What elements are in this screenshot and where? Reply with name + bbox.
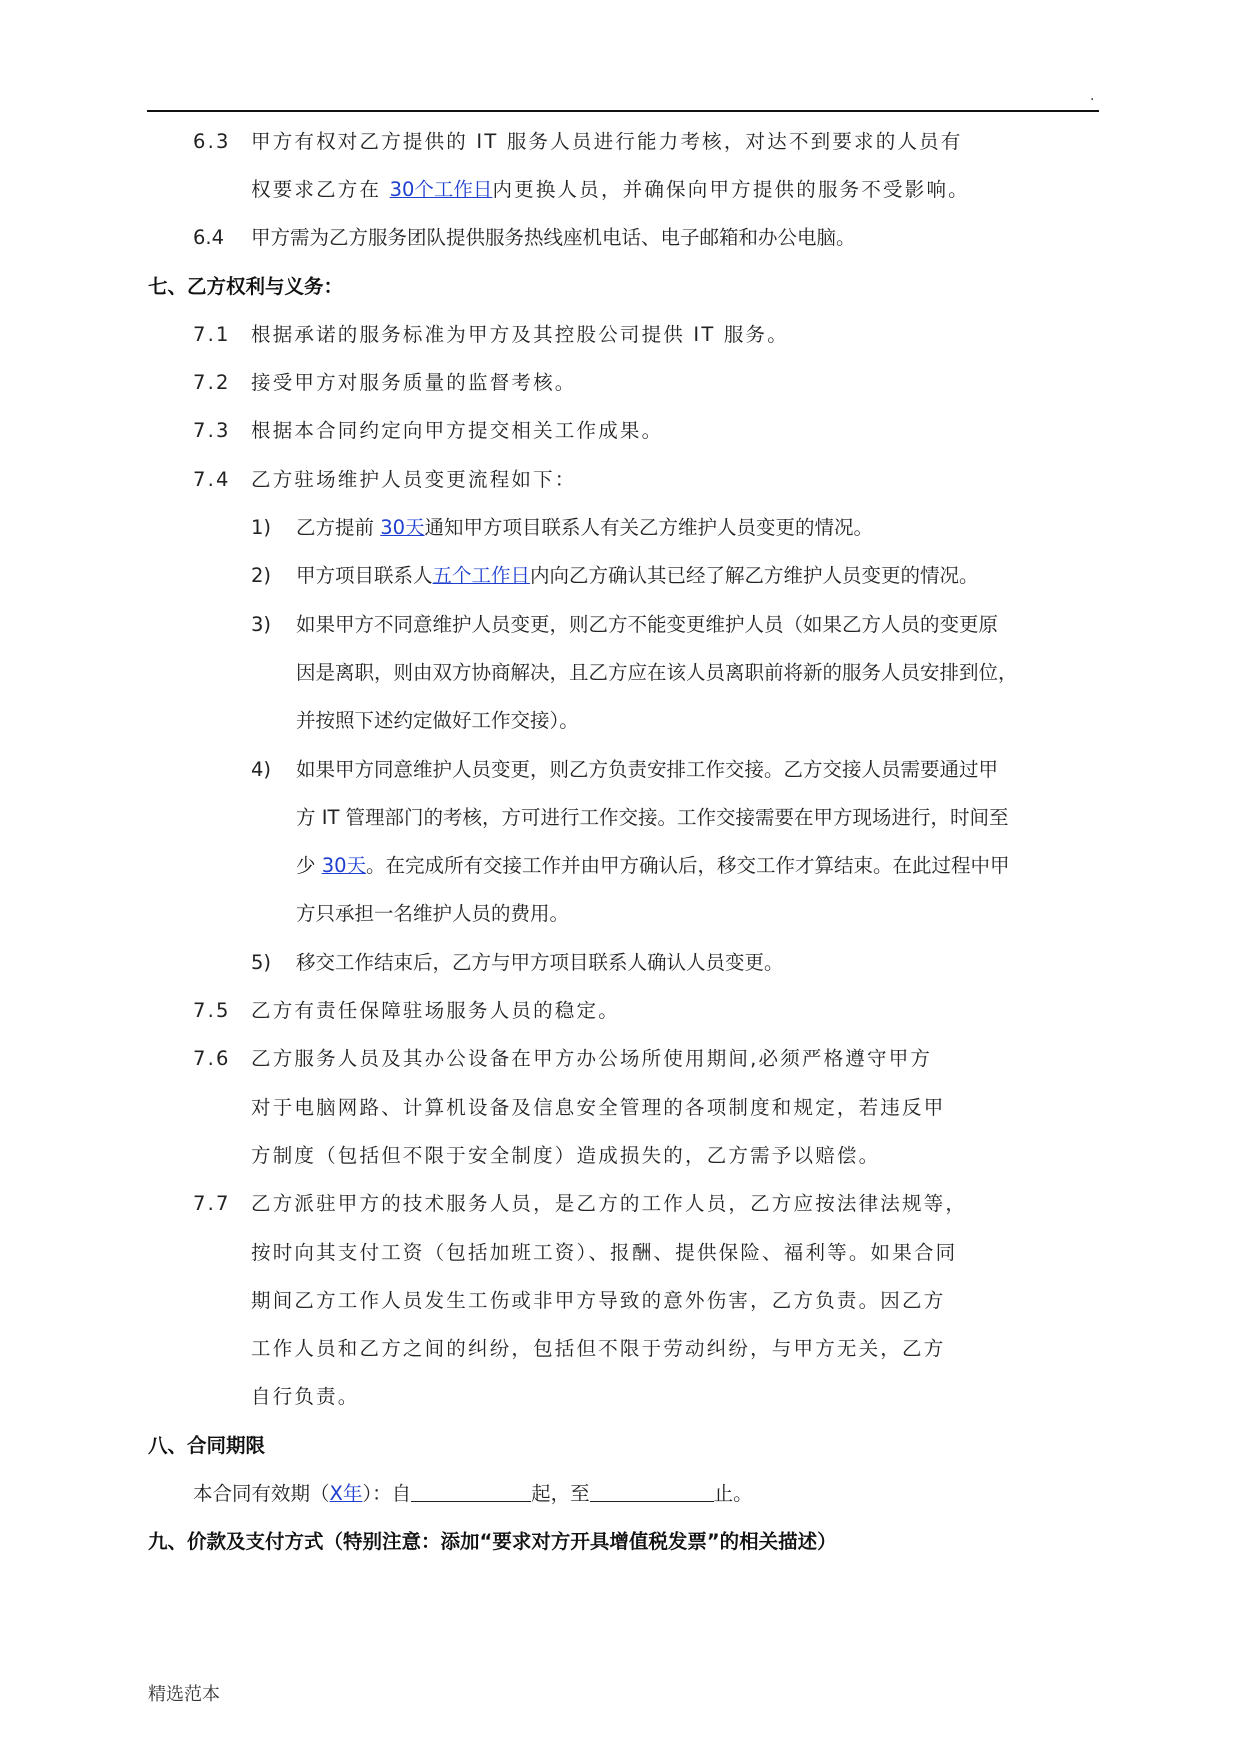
- clause-number: 7.2: [193, 371, 231, 394]
- clause-7-7-line-4: 工作人员和乙方之间的纠纷，包括但不限于劳动纠纷，与甲方无关，乙方: [251, 1337, 946, 1360]
- subitem-text: 乙方提前: [296, 516, 381, 539]
- subitem-5: [251, 948, 784, 978]
- header-mark: .: [1090, 88, 1095, 104]
- clause-number: 7.4: [193, 468, 231, 491]
- clause-7-6-line-1: [193, 1044, 932, 1074]
- subitem-number: 4): [251, 758, 272, 781]
- section-7-heading: 七、乙方权利与义务：: [148, 275, 344, 298]
- clause-6-3-line-2: [251, 175, 970, 205]
- contract-term-line: [193, 1479, 753, 1509]
- subitem-4-line-3: [296, 851, 1010, 881]
- term-text: 本合同有效期（: [193, 1482, 330, 1505]
- clause-text: 根据承诺的服务标准为甲方及其控股公司提供 IT 服务。: [251, 323, 789, 346]
- clause-text: 根据本合同约定向甲方提交相关工作成果。: [251, 419, 664, 442]
- clause-7-1: [193, 320, 789, 350]
- section-8-heading: 八、合同期限: [148, 1434, 266, 1457]
- clause-text: 内更换人员，并确保向甲方提供的服务不受影响。: [492, 178, 970, 201]
- clause-text: 甲方需为乙方服务团队提供服务热线座机电话、电子邮箱和办公电脑。: [251, 226, 856, 249]
- term-text: ）：自: [362, 1482, 412, 1505]
- subitem-text: 内向乙方确认其已经了解乙方维护人员变更的情况。: [530, 564, 979, 587]
- end-date-blank[interactable]: [590, 1481, 714, 1502]
- clause-7-7-line-3: 期间乙方工作人员发生工伤或非甲方导致的意外伤害，乙方负责。因乙方: [251, 1289, 946, 1312]
- clause-7-2: [193, 368, 577, 398]
- subitem-4-line-4: 方只承担一名维护人员的费用。: [296, 902, 570, 925]
- subitem-1: [251, 513, 873, 543]
- subitem-text: 少: [296, 854, 322, 877]
- clause-7-7-line-2: 按时向其支付工资（包括加班工资）、报酬、提供保险、福利等。如果合同: [251, 1241, 958, 1264]
- subitem-3-line-1: [251, 610, 998, 640]
- deadline-link-30-days-handover[interactable]: 30天: [321, 854, 367, 877]
- subitem-text: 。在完成所有交接工作并由甲方确认后，移交工作才算结束。在此过程中甲: [366, 854, 1010, 877]
- subitem-number: 3): [251, 613, 272, 636]
- clause-number: 7.1: [193, 323, 231, 346]
- subitem-text: 如果甲方不同意维护人员变更，则乙方不能变更维护人员（如果乙方人员的变更原: [296, 613, 999, 636]
- subitem-3-line-3: 并按照下述约定做好工作交接）。: [296, 709, 579, 732]
- subitem-text: 甲方项目联系人: [296, 564, 433, 587]
- subitem-4-line-1: [251, 755, 998, 785]
- clause-7-6-line-3: 方制度（包括但不限于安全制度）造成损失的，乙方需予以赔偿。: [251, 1144, 881, 1167]
- clause-text: 权要求乙方在: [251, 178, 390, 201]
- clause-number: 6.4: [193, 226, 225, 249]
- header-rule: [147, 110, 1099, 112]
- deadline-link-30-days[interactable]: 30天: [380, 516, 425, 539]
- clause-7-5: [193, 996, 620, 1026]
- clause-number: 7.6: [193, 1047, 231, 1070]
- clause-number: 7.5: [193, 999, 231, 1022]
- subitem-4-line-2: 方 IT 管理部门的考核，方可进行工作交接。工作交接需要在甲方现场进行，时间至: [296, 806, 1009, 829]
- subitem-number: 2): [251, 564, 272, 587]
- term-text: 起，至: [531, 1482, 590, 1505]
- clause-text: 乙方服务人员及其办公设备在甲方办公场所使用期间,必须严格遵守甲方: [251, 1047, 933, 1070]
- clause-number: 7.7: [193, 1192, 231, 1215]
- clause-7-4: [193, 465, 577, 495]
- clause-number: 6.3: [193, 130, 231, 153]
- clause-text: 乙方有责任保障驻场服务人员的稳定。: [251, 999, 620, 1022]
- start-date-blank[interactable]: [411, 1481, 531, 1502]
- subitem-number: 1): [251, 516, 272, 539]
- clause-7-6-line-2: 对于电脑网路、计算机设备及信息安全管理的各项制度和规定，若违反甲: [251, 1096, 946, 1119]
- subitem-text: 通知甲方项目联系人有关乙方维护人员变更的情况。: [424, 516, 874, 539]
- term-text: 止。: [713, 1482, 753, 1505]
- clause-6-3-line-1: [193, 127, 963, 157]
- deadline-link-30-workdays[interactable]: 30个工作日: [389, 178, 493, 201]
- clause-number: 7.3: [193, 419, 231, 442]
- subitem-3-line-2: 因是离职，则由双方协商解决，且乙方应在该人员离职前将新的服务人员安排到位，: [296, 661, 1018, 684]
- clause-text: 甲方有权对乙方提供的 IT 服务人员进行能力考核，对达不到要求的人员有: [251, 130, 963, 153]
- subitem-text: 如果甲方同意维护人员变更，则乙方负责安排工作交接。乙方交接人员需要通过甲: [296, 758, 999, 781]
- clause-7-7-line-1: [193, 1189, 967, 1219]
- section-9-heading: 九、价款及支付方式（特别注意：添加“要求对方开具增值税发票”的相关描述）: [148, 1530, 837, 1553]
- term-years-link[interactable]: X年: [329, 1482, 363, 1505]
- clause-text: 接受甲方对服务质量的监督考核。: [251, 371, 577, 394]
- footer-label: 精选范本: [148, 1684, 220, 1705]
- deadline-link-five-workdays[interactable]: 五个工作日: [432, 564, 531, 587]
- subitem-text: 移交工作结束后，乙方与甲方项目联系人确认人员变更。: [296, 951, 784, 974]
- subitem-2: [251, 561, 979, 591]
- clause-7-7-line-5: 自行负责。: [251, 1385, 360, 1408]
- clause-text: 乙方驻场维护人员变更流程如下：: [251, 468, 577, 491]
- clause-7-3: [193, 416, 663, 446]
- clause-text: 乙方派驻甲方的技术服务人员，是乙方的工作人员，乙方应按法律法规等，: [251, 1192, 968, 1215]
- clause-6-4: [193, 223, 856, 253]
- subitem-number: 5): [251, 951, 272, 974]
